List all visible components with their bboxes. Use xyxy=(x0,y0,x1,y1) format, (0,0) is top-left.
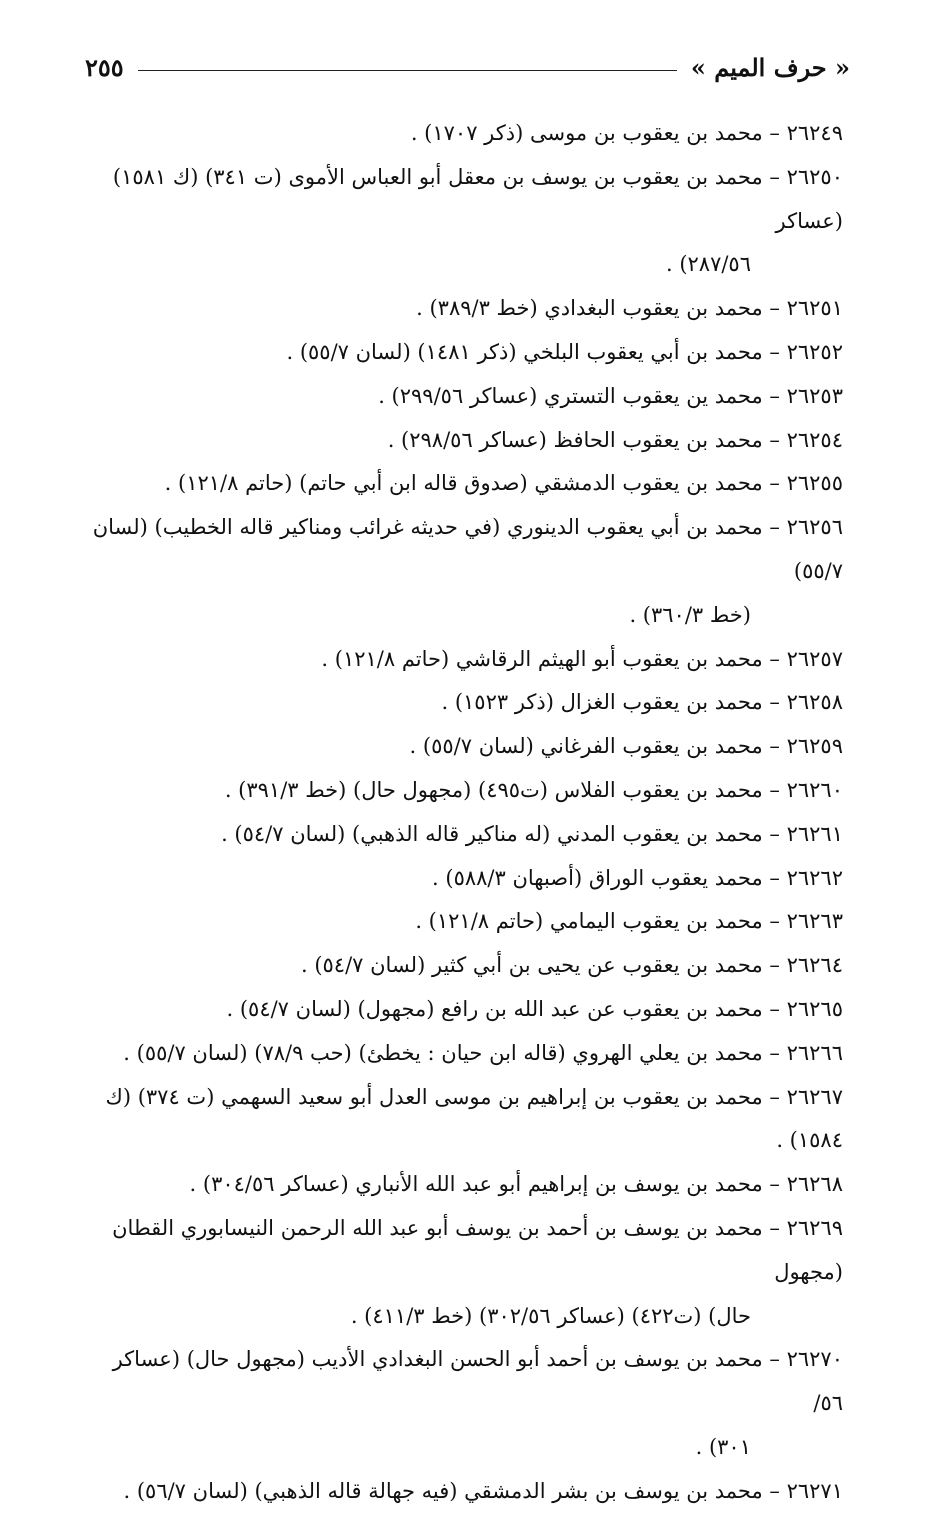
entry: ٢٦٢٦٥ – محمد بن يعقوب عن عبد الله بن رافع (مجهول) (لسان ٥٤/٧) . xyxy=(226,996,843,1021)
entry: ٢٦٢٥٨ – محمد بن يعقوب الغزال (ذكر ١٥٢٣) . xyxy=(441,690,843,715)
entry-text: محمد بن يعقوب اليمامي (حاتم ١٢١/٨) . xyxy=(415,909,763,934)
entry: ٢٦٢٦٦ – محمد بن يعلي الهروي (قاله ابن حيان : يخطئ) (حب ٧٨/٩) (لسان ٥٥/٧) . xyxy=(123,1040,843,1065)
entry-number: ٢٦٢٦٦ xyxy=(786,1040,843,1065)
entry-text: محمد يعقوب الوراق (أصبهان ٥٨٨/٣) . xyxy=(432,865,763,890)
entry-text: محمد بن يعقوب البغدادي (خط ٣٨٩/٣) . xyxy=(416,296,763,321)
page-header xyxy=(85,50,850,84)
entry-continuation: ٣٠١) . xyxy=(695,1434,751,1459)
entry-number: ٢٦٢٦٥ xyxy=(786,996,843,1021)
entry: ٢٦٢٥٩ – محمد بن يعقوب الفرغاني (لسان ٥٥/٧) . xyxy=(409,734,843,759)
entry-continuation: ٢٨٧/٥٦) . xyxy=(665,252,751,277)
entry-text: محمد بن أبي يعقوب الدينوري (في حديثه غرائب ومناكير قاله الخطيب) (لسان ٥٥/٧) xyxy=(92,515,843,583)
entry-text: محمد بن يوسف بن إبراهيم أبو عبد الله الأنباري (عساكر ٣٠٤/٥٦) . xyxy=(189,1172,763,1197)
entry-number: ٢٦٢٦٧ xyxy=(786,1084,843,1109)
entry-text: محمد بن يوسف بن أحمد أبو الحسن البغدادي الأديب (مجهول حال) (عساكر ٥٦/ xyxy=(112,1347,843,1416)
entry-text: محمد بن يعقوب بن إبراهيم بن موسى العدل أبو سعيد السهمي (ت ٣٧٤) (ك ١٥٨٤) . xyxy=(105,1084,843,1153)
chapter-title: « حرف الميم » xyxy=(690,52,850,82)
entry-number: ٢٦٢٦٢ xyxy=(786,865,843,890)
entry-number: ٢٦٢٥٧ xyxy=(786,646,843,671)
entry-number: ٢٦٢٥١ xyxy=(786,296,843,321)
entry: ٢٦٢٥٣ – محمد ين يعقوب التستري (عساكر ٢٩٩/٥٦) . xyxy=(378,383,843,408)
entry: ٢٦٢٦٢ – محمد يعقوب الوراق (أصبهان ٥٨٨/٣) . xyxy=(432,865,843,890)
entry: ٢٦٢٥٥ – محمد بن يعقوب الدمشقي (صدوق قاله ابن أبي حاتم) (حاتم ١٢١/٨) . xyxy=(164,471,843,496)
entry: ٢٦٢٥٧ – محمد بن يعقوب أبو الهيثم الرقاشي (حاتم ١٢١/٨) . xyxy=(321,646,843,671)
entry-text: محمد بن يعقوب المدني (له مناكير قاله الذهبي) (لسان ٥٤/٧) . xyxy=(221,821,763,846)
entry: ٢٦٢٦٩ – محمد بن يوسف بن أحمد بن يوسف أبو عبد الله الرحمن النيسابوري القطان (مجهول xyxy=(112,1215,843,1284)
entry-text: محمد بن يوسف بن بشر الدمشقي (فيه جهالة قاله الذهبي) (لسان ٥٦/٧) . xyxy=(123,1478,763,1503)
entry-text: محمد بن يعقوب عن يحيى بن أبي كثير (لسان ٥٤/٧) . xyxy=(300,953,763,978)
entry-number: ٢٦٢٥٥ xyxy=(786,471,843,496)
entry: ٢٦٢٦٣ – محمد بن يعقوب اليمامي (حاتم ١٢١/٨) . xyxy=(415,909,843,934)
entry: ٢٦٢٥٢ – محمد بن أبي يعقوب البلخي (ذكر ١٤٨١) (لسان ٥٥/٧) . xyxy=(286,339,843,364)
entry: ٢٦٢٦٨ – محمد بن يوسف بن إبراهيم أبو عبد الله الأنباري (عساكر ٣٠٤/٥٦) . xyxy=(189,1172,843,1197)
entry: ٢٦٢٥٦ – محمد بن أبي يعقوب الدينوري (في حديثه غرائب ومناكير قاله الخطيب) (لسان ٥٥/٧) xyxy=(92,515,843,583)
entry-text: محمد بن يعقوب بن موسى (ذكر ١٧٠٧) . xyxy=(410,121,763,145)
entry-text: محمد بن أبي يعقوب البلخي (ذكر ١٤٨١) (لسان ٥٥/٧) . xyxy=(286,339,763,364)
entry-number: ٢٦٢٥٩ xyxy=(786,734,843,759)
entry-text: محمد بن يعقوب الغزال (ذكر ١٥٢٣) . xyxy=(441,690,763,715)
entry-text: محمد بن يعلي الهروي (قاله ابن حيان : يخطئ) (حب ٧٨/٩) (لسان ٥٥/٧) . xyxy=(123,1040,763,1065)
entry-number: ٢٦٢٥٣ xyxy=(786,383,843,408)
entry-text: محمد بن يعقوب الدمشقي (صدوق قاله ابن أبي حاتم) (حاتم ١٢١/٨) . xyxy=(164,471,763,496)
entry-text: محمد بن يعقوب الفرغاني (لسان ٥٥/٧) . xyxy=(409,734,763,759)
entry-text: محمد بن يعقوب بن يوسف بن معقل أبو العباس الأموى (ت ٣٤١) (ك ١٥٨١) (عساكر xyxy=(112,164,843,233)
entry: ٢٦٢٥٠ – محمد بن يعقوب بن يوسف بن معقل أبو العباس الأموى (ت ٣٤١) (ك ١٥٨١) (عساكر xyxy=(112,164,843,233)
page-number: ٢٥٥ xyxy=(85,52,124,82)
entry-text: محمد بن يعقوب الحافظ (عساكر ٢٩٨/٥٦) . xyxy=(387,427,763,452)
entry-number: ٢٦٢٦١ xyxy=(786,821,843,846)
entry-number: ٢٦٢٥٠ xyxy=(786,164,843,189)
entry-text: محمد بن يوسف بن أحمد بن يوسف أبو عبد الله الرحمن النيسابوري القطان (مجهول xyxy=(112,1215,843,1284)
entry-continuation: (خط ٣٦٠/٣) . xyxy=(629,602,751,627)
entry-number: ٢٦٢٦٨ xyxy=(786,1172,843,1197)
entry-number: ٢٦٢٥٦ xyxy=(786,515,843,540)
entry-number: ٢٦٢٥٨ xyxy=(786,690,843,715)
entry: ٢٦٢٦٤ – محمد بن يعقوب عن يحيى بن أبي كثير (لسان ٥٤/٧) . xyxy=(300,953,843,978)
entry-number: ٢٦٢٦٠ xyxy=(786,777,843,802)
entry: ٢٦٢٦١ – محمد بن يعقوب المدني (له مناكير قاله الذهبي) (لسان ٥٤/٧) . xyxy=(221,821,843,846)
entry-text: محمد بن يعقوب عن عبد الله بن رافع (مجهول) (لسان ٥٤/٧) . xyxy=(226,996,763,1021)
entry-number: ٢٦٢٦٩ xyxy=(786,1215,843,1240)
entry: ٢٦٢٦٠ – محمد بن يعقوب الفلاس (ت٤٩٥) (مجهول حال) (خط ٣٩١/٣) . xyxy=(224,777,843,802)
header-rule xyxy=(138,70,677,71)
entry: ٢٦٢٤٩ – محمد بن يعقوب بن موسى (ذكر ١٧٠٧) . xyxy=(410,121,843,145)
entry: ٢٦٢٧١ – محمد بن يوسف بن بشر الدمشقي (فيه جهالة قاله الذهبي) (لسان ٥٦/٧) . xyxy=(123,1478,843,1503)
entry-number: ٢٦٢٦٣ xyxy=(786,909,843,934)
entry-list xyxy=(78,112,843,1514)
entry-text: محمد بن يعقوب الفلاس (ت٤٩٥) (مجهول حال) (خط ٣٩١/٣) . xyxy=(224,777,763,802)
entry-number: ٢٦٢٦٤ xyxy=(786,953,843,978)
entry-continuation: حال) (ت٤٢٢) (عساكر ٣٠٢/٥٦) (خط ٤١١/٣) . xyxy=(350,1303,751,1328)
entry: ٢٦٢٧٠ – محمد بن يوسف بن أحمد أبو الحسن البغدادي الأديب (مجهول حال) (عساكر ٥٦/ xyxy=(112,1347,843,1416)
entry-number: ٢٦٢٧٠ xyxy=(786,1347,843,1372)
entry-text: محمد ين يعقوب التستري (عساكر ٢٩٩/٥٦) . xyxy=(378,383,763,408)
entry-number: ٢٦٢٧١ xyxy=(786,1478,843,1503)
entry: ٢٦٢٥١ – محمد بن يعقوب البغدادي (خط ٣٨٩/٣) . xyxy=(416,296,843,321)
entry-number: ٢٦٢٤٩ xyxy=(786,121,843,145)
entry: ٢٦٢٦٧ – محمد بن يعقوب بن إبراهيم بن موسى العدل أبو سعيد السهمي (ت ٣٧٤) (ك ١٥٨٤) . xyxy=(105,1084,843,1153)
entry-number: ٢٦٢٥٤ xyxy=(786,427,843,452)
entry: ٢٦٢٥٤ – محمد بن يعقوب الحافظ (عساكر ٢٩٨/٥٦) . xyxy=(387,427,843,452)
entry-number: ٢٦٢٥٢ xyxy=(786,339,843,364)
entry-text: محمد بن يعقوب أبو الهيثم الرقاشي (حاتم ١٢١/٨) . xyxy=(321,646,763,671)
